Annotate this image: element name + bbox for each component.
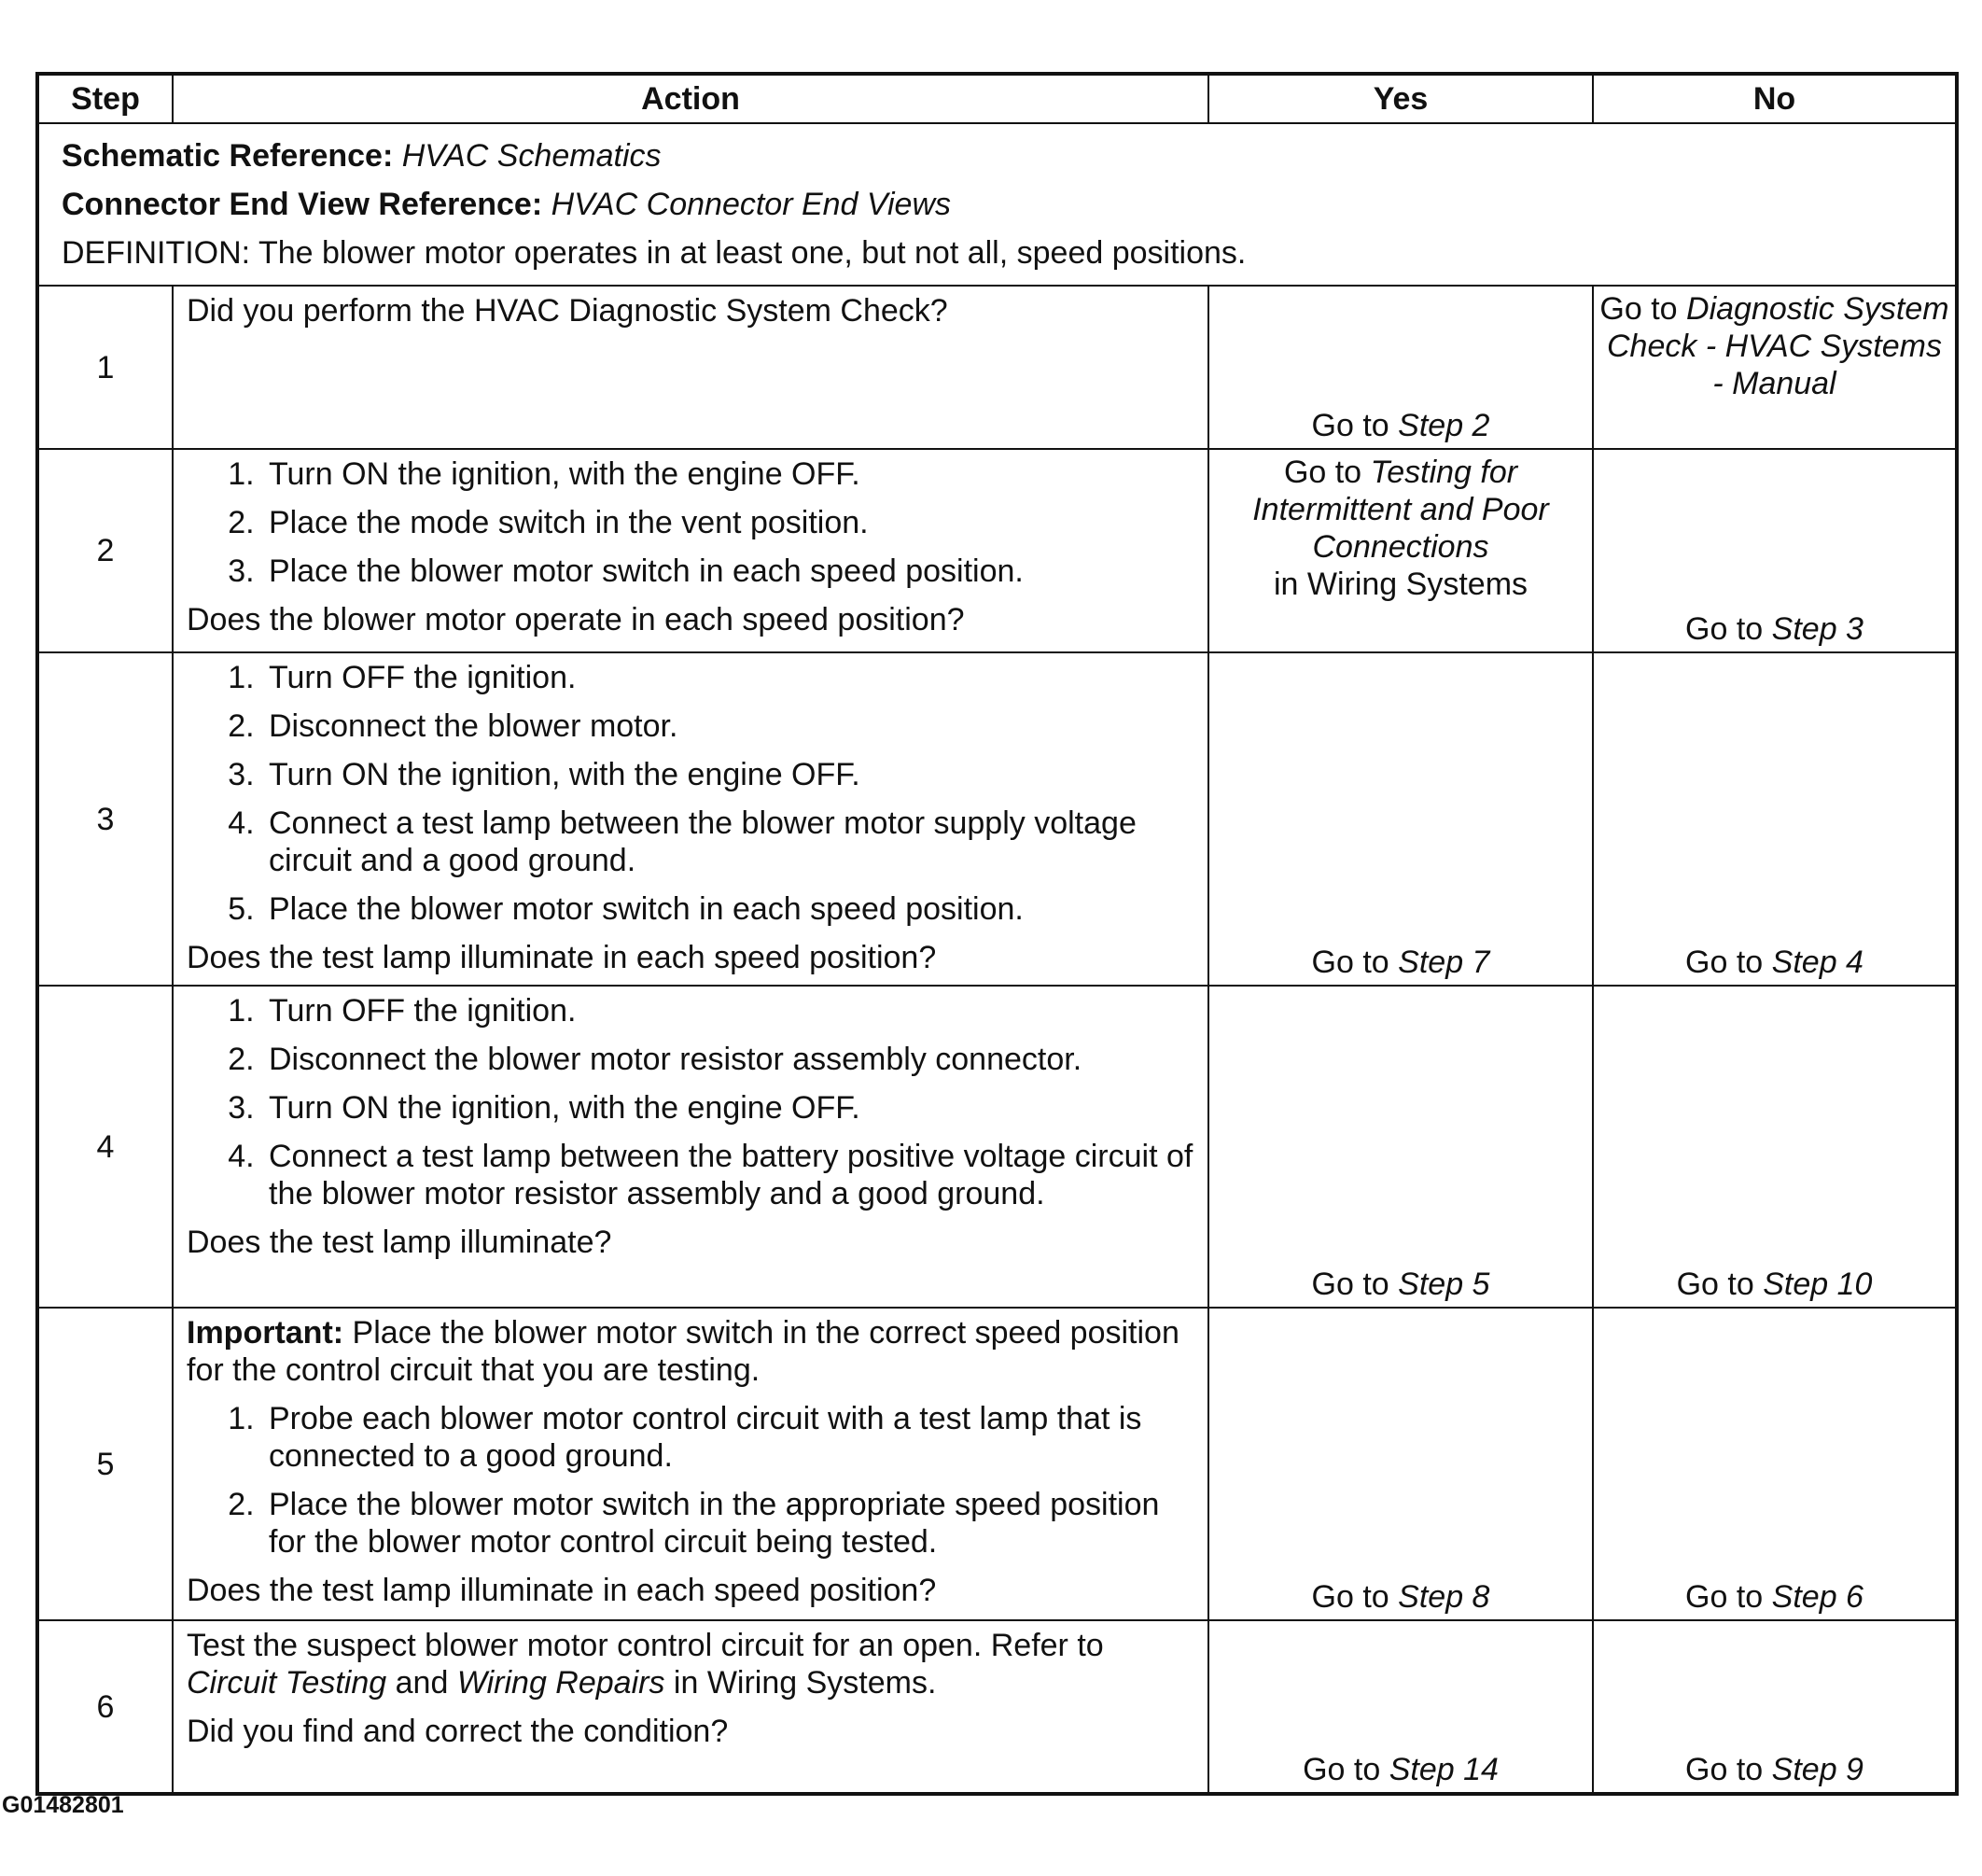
yes-link[interactable]: Step 5 xyxy=(1398,1267,1490,1302)
action-cell xyxy=(173,449,1208,652)
connector-reference-label: Connector End View Reference: xyxy=(62,187,543,222)
list-item: 2. Place the blower motor switch in the appropriate speed position for the blower motor control circuit being tested. xyxy=(263,1486,1194,1561)
step-list xyxy=(187,455,1194,590)
important-note xyxy=(187,1314,1194,1389)
list-item: 3. Place the blower motor switch in each speed position. xyxy=(263,553,1194,590)
no-cell xyxy=(1593,986,1957,1308)
yes-prefix: Go to xyxy=(1311,1579,1389,1615)
step-row xyxy=(37,652,1957,986)
schematic-reference-link[interactable]: HVAC Schematics xyxy=(401,138,662,174)
step-number: 2 xyxy=(37,449,173,652)
yes-link[interactable]: Step 2 xyxy=(1398,408,1490,443)
step-row xyxy=(37,449,1957,652)
reference-row xyxy=(37,123,1957,286)
yes-prefix: Go to xyxy=(1311,945,1389,980)
no-link[interactable]: Diagnostic System Check - HVAC Systems - Manual xyxy=(1607,291,1949,401)
step-list xyxy=(187,992,1194,1212)
list-item: 1. Turn OFF the ignition. xyxy=(263,659,1194,696)
circuit-testing-link[interactable]: Circuit Testing xyxy=(187,1665,387,1701)
step-instruction xyxy=(187,1627,1194,1701)
yes-cell xyxy=(1208,986,1593,1308)
header-action: Action xyxy=(173,74,1208,123)
step-question: Does the test lamp illuminate in each speed position? xyxy=(187,940,937,975)
connector-reference xyxy=(62,180,1933,229)
action-cell xyxy=(173,286,1208,449)
list-item: 2. Disconnect the blower motor resistor assembly connector. xyxy=(263,1041,1194,1078)
no-cell xyxy=(1593,1308,1957,1620)
wiring-repairs-link[interactable]: Wiring Repairs xyxy=(456,1665,665,1701)
step-row xyxy=(37,1308,1957,1620)
step-row xyxy=(37,1620,1957,1794)
step-question: Does the test lamp illuminate in each speed position? xyxy=(187,1573,937,1608)
step-number: 4 xyxy=(37,986,173,1308)
step-number: 1 xyxy=(37,286,173,449)
header-row xyxy=(37,74,1957,123)
step-row xyxy=(37,986,1957,1308)
no-prefix: Go to xyxy=(1685,1752,1764,1787)
no-prefix: Go to xyxy=(1685,945,1764,980)
list-item: 5. Place the blower motor switch in each speed position. xyxy=(263,890,1194,928)
yes-link[interactable]: Step 7 xyxy=(1398,945,1490,980)
list-item: 3. Turn ON the ignition, with the engine OFF. xyxy=(263,1089,1194,1127)
no-link[interactable]: Step 10 xyxy=(1763,1267,1873,1302)
yes-link[interactable]: Step 14 xyxy=(1389,1752,1499,1787)
yes-cell xyxy=(1208,286,1593,449)
action-cell xyxy=(173,1308,1208,1620)
no-cell xyxy=(1593,286,1957,449)
no-prefix: Go to xyxy=(1599,291,1678,327)
reference-cell xyxy=(37,123,1957,286)
list-item: 1. Probe each blower motor control circuit with a test lamp that is connected to a good ground. xyxy=(263,1400,1194,1475)
instruction-text: and xyxy=(395,1665,449,1701)
list-item: 2. Place the mode switch in the vent position. xyxy=(263,504,1194,541)
yes-suffix: in Wiring Systems xyxy=(1273,567,1528,602)
no-cell xyxy=(1593,652,1957,986)
list-item: 4. Connect a test lamp between the blower motor supply voltage circuit and a good ground. xyxy=(263,805,1194,879)
action-cell xyxy=(173,1620,1208,1794)
step-question: Did you find and correct the condition? xyxy=(187,1714,729,1749)
no-cell xyxy=(1593,449,1957,652)
step-number: 3 xyxy=(37,652,173,986)
yes-cell xyxy=(1208,449,1593,652)
yes-prefix: Go to xyxy=(1303,1752,1381,1787)
yes-prefix: Go to xyxy=(1311,1267,1389,1302)
step-question: Did you perform the HVAC Diagnostic System Check? xyxy=(187,293,948,329)
list-item: 1. Turn OFF the ignition. xyxy=(263,992,1194,1029)
no-link[interactable]: Step 6 xyxy=(1771,1579,1863,1615)
no-link[interactable]: Step 9 xyxy=(1771,1752,1863,1787)
step-number: 6 xyxy=(37,1620,173,1794)
yes-prefix: Go to xyxy=(1311,408,1389,443)
no-prefix: Go to xyxy=(1685,611,1764,647)
header-no: No xyxy=(1593,74,1957,123)
yes-prefix: Go to xyxy=(1283,455,1362,490)
connector-reference-link[interactable]: HVAC Connector End Views xyxy=(551,187,951,222)
no-link[interactable]: Step 3 xyxy=(1771,611,1863,647)
header-yes: Yes xyxy=(1208,74,1593,123)
list-item: 1. Turn ON the ignition, with the engine OFF. xyxy=(263,455,1194,493)
important-label: Important: xyxy=(187,1315,344,1351)
yes-cell xyxy=(1208,652,1593,986)
instruction-text: in Wiring Systems. xyxy=(673,1665,937,1701)
step-question: Does the blower motor operate in each speed position? xyxy=(187,602,965,637)
step-question: Does the test lamp illuminate? xyxy=(187,1225,612,1260)
diagnostic-table xyxy=(35,72,1959,1796)
important-text: Place the blower motor switch in the correct speed position for the control circuit that you are testing. xyxy=(187,1315,1179,1388)
step-number: 5 xyxy=(37,1308,173,1620)
yes-cell xyxy=(1208,1620,1593,1794)
schematic-reference xyxy=(62,132,1933,180)
list-item: 4. Connect a test lamp between the battery positive voltage circuit of the blower motor resistor assembly and a good ground. xyxy=(263,1138,1194,1212)
no-prefix: Go to xyxy=(1685,1579,1764,1615)
no-prefix: Go to xyxy=(1676,1267,1754,1302)
schematic-reference-label: Schematic Reference: xyxy=(62,138,394,174)
yes-link[interactable]: Testing for Intermittent and Poor Connections xyxy=(1252,455,1549,565)
yes-link[interactable]: Step 8 xyxy=(1398,1579,1490,1615)
list-item: 2. Disconnect the blower motor. xyxy=(263,707,1194,745)
yes-cell xyxy=(1208,1308,1593,1620)
action-cell xyxy=(173,652,1208,986)
definition-text: DEFINITION: The blower motor operates in at least one, but not all, speed positions. xyxy=(62,235,1247,271)
list-item: 3. Turn ON the ignition, with the engine OFF. xyxy=(263,756,1194,793)
step-list xyxy=(187,659,1194,928)
no-cell xyxy=(1593,1620,1957,1794)
step-list xyxy=(187,1400,1194,1561)
action-cell xyxy=(173,986,1208,1308)
figure-id: G01482801 xyxy=(2,1792,124,1818)
instruction-text: Test the suspect blower motor control circuit for an open. Refer to xyxy=(187,1628,1104,1663)
step-row xyxy=(37,286,1957,449)
no-link[interactable]: Step 4 xyxy=(1771,945,1863,980)
header-step: Step xyxy=(37,74,173,123)
